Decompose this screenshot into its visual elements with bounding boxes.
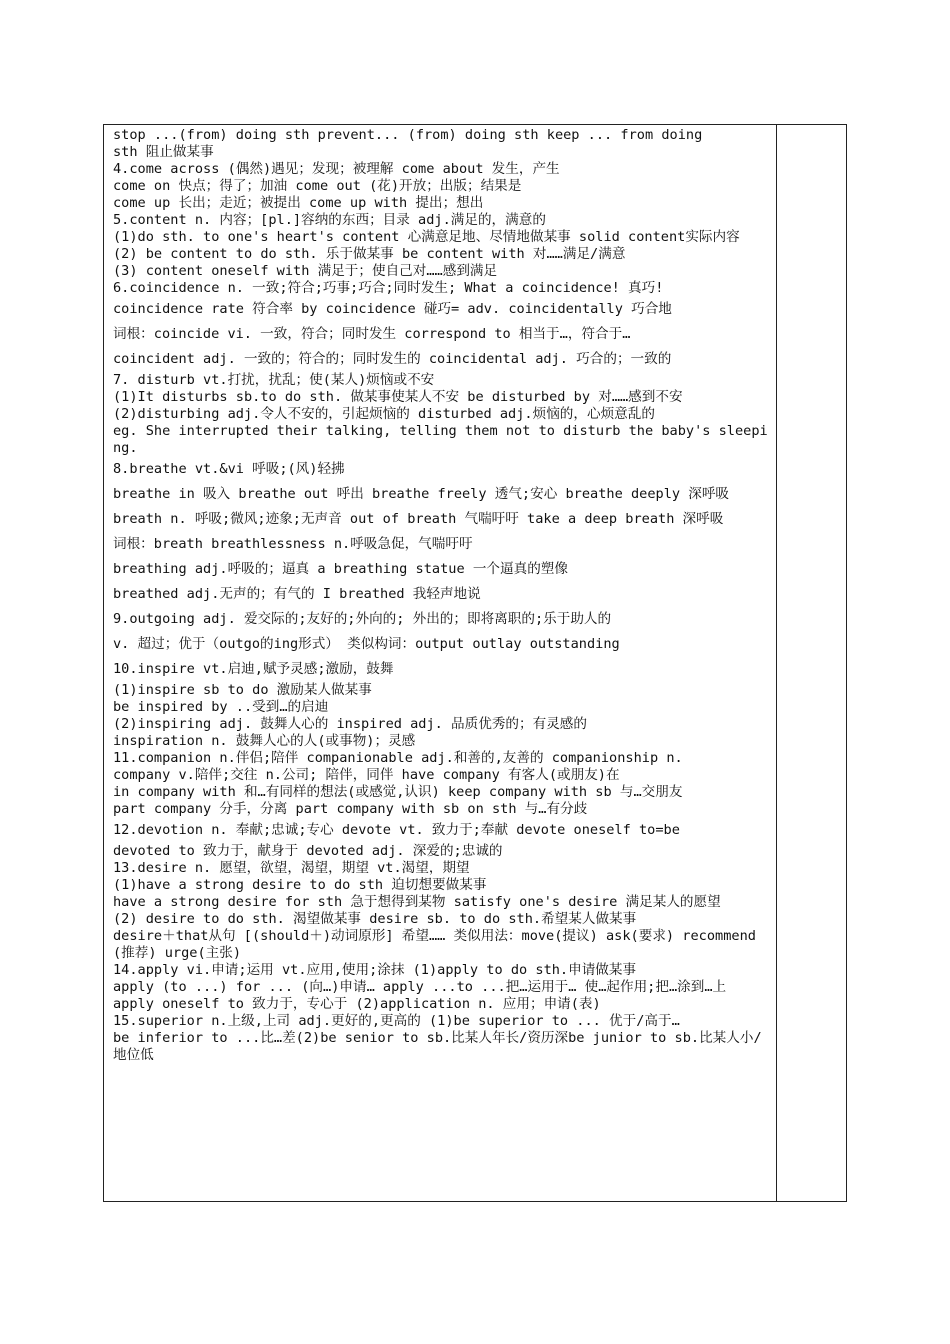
text-line: 7. disturb vt.打扰，扰乱；使(某人)烦恼或不安 <box>113 372 435 388</box>
text-line: apply (to ...) for ... (向…)申请… apply ...to ...把…运用于… 使…起作用;把…涂到…上 <box>113 979 727 995</box>
text-line: (1)inspire sb to do 激励某人做某事 <box>113 682 372 698</box>
text-line: devoted to 致力于，献身于 devoted adj. 深爱的;忠诚的 <box>113 843 503 859</box>
text-line: (3) content oneself with 满足于；使自己对……感到满足 <box>113 263 498 279</box>
text-line: 14.apply vi.申请;运用 vt.应用,使用;涂抹 (1)apply to do sth.申请做某事 <box>113 962 637 978</box>
text-line: be inferior to ...比…差(2)be senior to sb.比某人年长/资历深be junior to sb.比某人小/地位低 <box>113 1030 762 1063</box>
text-line: come up 长出；走近；被提出 come up with 提出；想出 <box>113 195 484 211</box>
text-line: 13.desire n. 愿望，欲望，渴望，期望 vt.渴望，期望 <box>113 860 470 876</box>
text-line: v. 超过；优于（outgo的ing形式） 类似构词：output outlay outstanding <box>113 636 620 652</box>
text-line: breathing adj.呼吸的；逼真 a breathing statue 一个逼真的塑像 <box>113 561 568 577</box>
text-line: coincident adj. 一致的；符合的；同时发生的 coincidental adj. 巧合的；一致的 <box>113 351 672 367</box>
text-line: 15.superior n.上级,上司 adj.更好的,更高的 (1)be superior to ... 优于/高于… <box>113 1013 680 1029</box>
vocabulary-table <box>103 124 847 1202</box>
text-line: eg. She interrupted their talking, telling them not to disturb the baby's sleeping. <box>113 423 768 456</box>
text-line: (1)have a strong desire to do sth 迫切想要做某事 <box>113 877 487 893</box>
text-line: coincidence rate 符合率 by coincidence 碰巧= adv. coincidentally 巧合地 <box>113 301 672 317</box>
text-line: 词根：breath breathlessness n.呼吸急促，气喘吁吁 <box>113 536 473 552</box>
text-line: (2)inspiring adj. 鼓舞人心的 inspired adj. 品质优秀的；有灵感的 <box>113 716 587 732</box>
text-line: 5.content n. 内容；[pl.]容纳的东西；目录 adj.满足的，满意的 <box>113 212 546 228</box>
text-line: part company 分手，分离 part company with sb on sth 与…有分歧 <box>113 801 588 817</box>
text-line: 12.devotion n. 奉献;忠诚;专心 devote vt. 致力于;奉献 devote oneself to=be <box>113 822 680 838</box>
text-line: apply oneself to 致力于，专心于 (2)application n. 应用；申请(表) <box>113 996 601 1012</box>
text-line: 4.come across (偶然)遇见；发现；被理解 come about 发生，产生 <box>113 161 560 177</box>
vocabulary-notes <box>113 127 769 1064</box>
text-line: inspiration n. 鼓舞人心的人(或事物)；灵感 <box>113 733 416 749</box>
text-line: (2) desire to do sth. 渴望做某事 desire sb. to do sth.希望某人做某事 <box>113 911 637 927</box>
text-line: company v.陪伴;交往 n.公司; 陪伴，同伴 have company 有客人(或朋友)在 <box>113 767 620 783</box>
text-line: stop ...(from) doing sth prevent... (from) doing sth keep ... from doing <box>113 127 703 143</box>
table-side-column <box>776 125 777 1201</box>
text-line: breath n. 呼吸;微风;迹象;无声音 out of breath 气喘吁吁 take a deep breath 深呼吸 <box>113 511 724 527</box>
text-line: come on 快点；得了；加油 come out (花)开放；出版；结果是 <box>113 178 522 194</box>
text-line: in company with 和…有同样的想法(或感觉,认识) keep company with sb 与…交朋友 <box>113 784 683 800</box>
text-line: (2)disturbing adj.令人不安的，引起烦恼的 disturbed adj.烦恼的，心烦意乱的 <box>113 406 655 422</box>
text-line: breathed adj.无声的；有气的 I breathed 我轻声地说 <box>113 586 481 602</box>
text-line: 6.coincidence n. 一致;符合;巧事;巧合;同时发生; What a coincidence! 真巧! <box>113 280 664 296</box>
text-line: have a strong desire for sth 急于想得到某物 satisfy one's desire 满足某人的愿望 <box>113 894 721 910</box>
text-line: desire＋that从句 [(should＋)动词原形] 希望…… 类似用法：move(提议) ask(要求) recommend(推荐) urge(主张) <box>113 928 756 961</box>
text-line: (2) be content to do sth. 乐于做某事 be content with 对……满足/满意 <box>113 246 626 262</box>
text-line: (1)do sth. to one's heart's content 心满意足地、尽情地做某事 solid content实际内容 <box>113 229 740 245</box>
text-line: 11.companion n.伴侣;陪伴 companionable adj.和善的,友善的 companionship n. <box>113 750 683 766</box>
text-line: sth 阻止做某事 <box>113 144 214 160</box>
text-line: 8.breathe vt.&vi 呼吸;(风)轻拂 <box>113 461 345 477</box>
text-line: be inspired by ..受到…的启迪 <box>113 699 329 715</box>
text-line: 10.inspire vt.启迪,赋予灵感;激励，鼓舞 <box>113 661 394 677</box>
text-line: 9.outgoing adj. 爱交际的;友好的;外向的; 外出的；即将离职的;乐于助人的 <box>113 611 612 627</box>
text-line: (1)It disturbs sb.to do sth. 做某事使某人不安 be disturbed by 对……感到不安 <box>113 389 683 405</box>
text-line: 词根：coincide vi. 一致，符合；同时发生 correspond to 相当于…，符合于… <box>113 326 631 342</box>
text-line: breathe in 吸入 breathe out 呼出 breathe freely 透气;安心 breathe deeply 深呼吸 <box>113 486 730 502</box>
